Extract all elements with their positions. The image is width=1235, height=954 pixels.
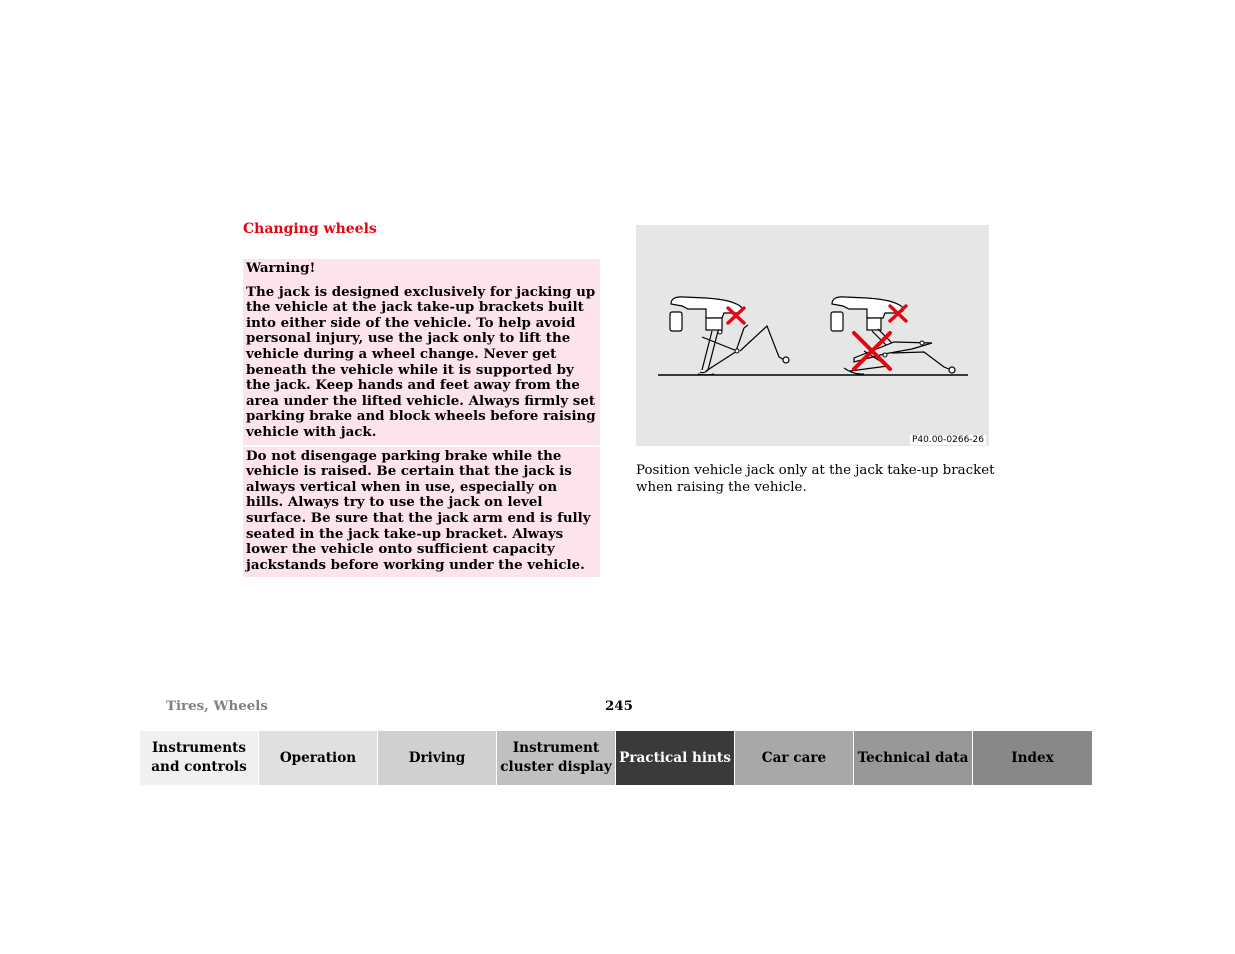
nav-tab-practical-hints[interactable]: Practical hints (616, 731, 735, 785)
page-title: Changing wheels (243, 221, 377, 237)
nav-tab-technical-data[interactable]: Technical data (854, 731, 973, 785)
nav-tab-instrument-cluster-display[interactable]: Instrument cluster display (497, 731, 616, 785)
jack-left-pivots (718, 330, 739, 353)
warning-block-2 (243, 445, 600, 578)
nav-tab-operation[interactable]: Operation (259, 731, 378, 785)
wrong-position-mark-right-lower (854, 333, 890, 369)
vehicle-sill-left (670, 297, 742, 331)
jack-illustration (636, 225, 989, 446)
warning-paragraph: Do not disengage parking brake while the vehicle is raised. Be certain that the jack is always vertical when in use, especially on hills. Always try to use the jack on level surface. Be sure that the jack arm end is fully seated in the jack take-up bracket. Always lower the vehicle onto sufficient capacity jackstands before working under the vehicle. (246, 447, 591, 573)
nav-tab-driving[interactable]: Driving (378, 731, 497, 785)
figure-reference-number: P40.00-0266-26 (911, 435, 984, 445)
chapter-nav-bar (140, 731, 1095, 785)
jack-right (844, 329, 955, 374)
warning-paragraph: The jack is designed exclusively for jacking up the vehicle at the jack take-up brackets built into either side of the vehicle. To help avoid personal injury, use the jack only to lift the vehicle during a wheel change. Never get beneath the vehicle while it is supported by the jack. Keep hands and feet away from the area under the lifted vehicle. Always firmly set parking brake and block wheels before raising vehicle with jack. (246, 283, 596, 440)
jack-left (698, 325, 789, 375)
nav-tab-index[interactable]: Index (973, 731, 1092, 785)
figure-caption: Position vehicle jack only at the jack take-up bracket when raising the vehicle. (636, 463, 995, 495)
page-number: 245 (605, 698, 633, 714)
warning-title: Warning! (246, 260, 316, 276)
vehicle-sill-right (831, 297, 903, 331)
footer-section-name: Tires, Wheels (166, 698, 268, 714)
jack-illustration-drawing (636, 225, 989, 446)
nav-tab-instruments-and-controls[interactable]: Instruments and controls (140, 731, 259, 785)
nav-tab-car-care[interactable]: Car care (735, 731, 854, 785)
warning-block-1 (243, 259, 600, 445)
warning-box (243, 259, 600, 577)
